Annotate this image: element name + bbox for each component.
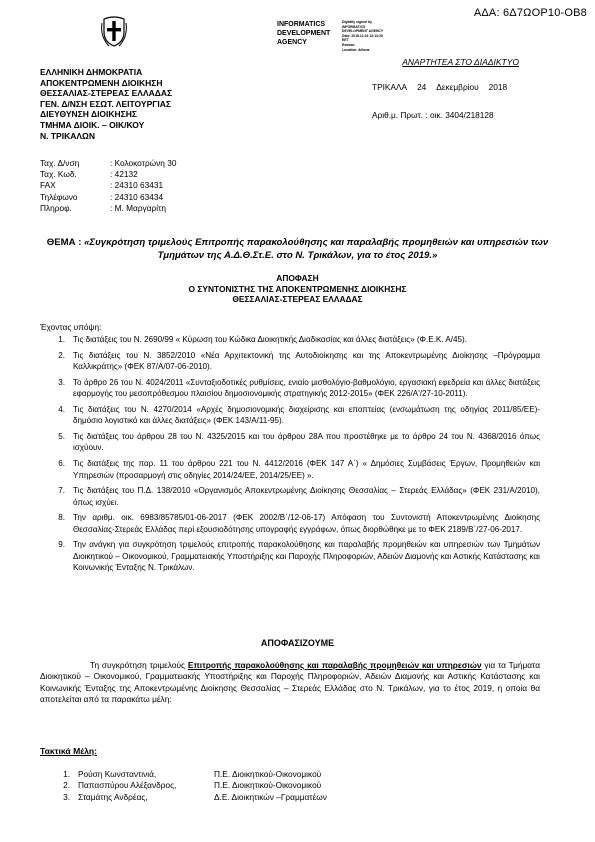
document-date: ΤΡΙΚΑΛΑ 24 Δεκεμβρίου 2018 (372, 82, 508, 92)
decision-paragraph: Τη συγκρότηση τριμελούς Επιτροπής παρακολούθησης και παραλαβής προμηθειών και υπηρεσιών για τα Τμήματα Διοικητικού – Οικονομικού, Γραμματειακής Υποστήριξης και Παροχής Πληροφοριών, Αδειών Διαμονής και Αστικής Κατάστασης και Κοινωνικής Ένταξης της Αποκεντρωμένης Διοίκησης Θεσσαλίας – Στερεάς Ελλάδας στο Ν. Τρικάλων, για το έτος 2019, η οποία θα αποτελείται από τα παρακάτω μέλη: (40, 660, 541, 705)
ada-code: ΑΔΑ: 6Δ7ΩΟΡ10-ΟΒ8 (473, 7, 587, 19)
list-item: 4. Τις διατάξεις του Ν. 4270/2014 «Αρχές δημοσιονομικής διαχείρισης και εποπτείας (ενσωμάτωση της οδηγίας 2011/85/ΕΕ)- δημόσιο λογιστικό και άλλες διατάξεις» (ΦΕΚ 143/Α/11-95). (58, 404, 540, 426)
list-item: 8. Την αριθμ. οικ. 6983/85785/01-06-2017 (ΦΕΚ 2002/Β΄/12-06-17) Απόφαση του Συντονιστή Αποκεντρωμένης Διοίκησης Θεσσαλίας-Στερεάς Ελλάδας περί εξουσιοδότησης υπογραφής εγγράφων, όπως διορθώθηκε με το ΦΕΚ 2189/Β΄/27-06-2017. (58, 513, 540, 534)
issuer-header: ΕΛΛΗΝΙΚΗ ΔΗΜΟΚΡΑΤΙΑ ΑΠΟΚΕΝΤΡΩΜΕΝΗ ΔΙΟΙΚΗΣΗ ΘΕΣΣΑΛΙΑΣ-ΣΤΕΡΕΑΣ ΕΛΛΑΔΑΣ ΓΕΝ. Δ/ΝΣΗ ΕΣΩΤ. ΛΕΙΤΟΥΡΓΙΑΣ ΔΙΕΥΘΥΝΣΗ ΔΙΟΙΚΗΣΗΣ ΤΜΗΜΑ ΔΙΟΙΚ. – ΟΙΚ/ΚΟΥ Ν. ΤΡΙΚΑΛΩΝ (40, 67, 173, 141)
list-item: 7. Τις διατάξεις του Π.Δ. 138/2010 «Οργανισμός Αποκεντρωμένης Διοίκησης Θεσσαλίας – Στερεάς Ελλάδας» (ΦΕΚ 231/Α/2010), όπως ισχύει. (58, 486, 540, 507)
digital-signature-block: Digitally signed by INFORMATICS DEVELOPMENT AGENCY Date: 2018.12.24 13:13:20 EET Reason: Location: Athens (342, 20, 384, 52)
legal-basis-list (40, 334, 540, 578)
informatics-agency-block: INFORMATICS DEVELOPMENT AGENCY (277, 21, 331, 46)
contact-details: Ταχ. Δ/νση : Κολοκοτρώνη 30 Ταχ. Κωδ. : 42132 FAX : 24310 63431 Τηλέφωνο : 24310 63434 Πληροφ. : Μ. Μαργαρίτη (40, 158, 177, 213)
list-item: 6. Τις διατάξεις της παρ. 11 του άρθρου 221 του Ν. 4412/2016 (ΦΕΚ 147 Α΄) « Δημόσιες Συμβάσεις Έργων, Προμηθειών και Υπηρεσιών (προσαρμογή στις οδηγίες 2014/24/ΕΕ, 2014/25/ΕΕ) ». (58, 459, 540, 480)
member-row: 3. Σταμάτης Ανδρέας, Δ.Ε. Διοικητικών –Γραμματέων (63, 791, 327, 802)
we-decide-heading: ΑΠΟΦΑΣΙΖΟΥΜΕ (260, 638, 335, 648)
list-item: 1. Τις διατάξεις του Ν. 2690/99 « Κύρωση του Κώδικα Διοικητικής Διαδικασίας και άλλες διατάξεις» (Φ.Ε.Κ. Α/45). (58, 335, 467, 344)
regular-members-title: Τακτικά Μέλη: (40, 746, 98, 756)
list-item: 3. Το άρθρο 26 του Ν. 4024/2011 «Συνταξιοδοτικές ρυθμίσεις, ενιαίο μισθολόγιο-βαθμολόγιο, εργασιακή εφεδρεία και άλλες διατάξεις εφαρμογής του μεσοπρόθεσμου πλαισίου δημοσιονομικής στρατηγικής 2012-2015» (ΦΕΚ 226/Α'/27-10-2011). (58, 377, 540, 399)
protocol-number: Αριθ.μ. Πρωτ. : οικ. 3404/218128 (372, 110, 494, 120)
list-item: 2. Τις διατάξεις του Ν. 3852/2010 «Νέα Αρχιτεκτονική της Αυτοδιοίκησης και της Αποκεντρωμένης Διοίκησης –Πρόγραμμα Καλλικράτης» (ΦΕΚ 87/Α/07-06-2010). (58, 350, 540, 372)
posted-online-note: ΑΝΑΡΤΗΤΕΑ ΣΤΟ ΔΙΑΔΙΚΤΥΟ (402, 57, 519, 67)
member-row: 2. Παπασπύρου Αλέξανδρος, Π.Ε. Διοικητικού-Οικονομικού (63, 780, 322, 791)
considering-label: Έχοντας υπόψη: (40, 322, 102, 332)
members-list (40, 769, 327, 803)
list-item: 5. Τις διατάξεις του άρθρου 28 του Ν. 4325/2015 και του άρθρου 28Α που προστέθηκε με το άρθρο 24 του Ν. 4368/2016 όπως ισχύουν. (58, 432, 540, 453)
member-row: 1. Ρούση Κωνσταντινιά, Π.Ε. Διοικητικού-Οικονομικού (63, 769, 322, 779)
decision-heading: ΑΠΟΦΑΣΗ Ο ΣΥΝΤΟΝΙΣΤΗΣ ΤΗΣ ΑΠΟΚΕΝΤΡΩΜΕΝΗΣ ΔΙΟΙΚΗΣΗΣ ΘΕΣΣΑΛΙΑΣ-ΣΤΕΡΕΑΣ ΕΛΛΑΔΑΣ (188, 273, 407, 304)
greek-coat-of-arms-icon (101, 15, 127, 49)
list-item: 9. Την ανάγκη για συγκρότηση τριμελούς επιτροπής παρακολούθησης και παραλαβής προμηθειών και υπηρεσιών των Τμημάτων Διοικητικού – Οικονομικού, Γραμματειακής Υποστήριξης και Παροχής Πληροφοριών, Αδειών Διαμονής και Αστικής Κατάστασης και Κοινωνικής Ένταξης Ν. Τρικάλων. (58, 540, 540, 573)
subject-line: ΘΕΜΑ : «Συγκρότηση τριμελούς Επιτροπής παρακολούθησης και παραλαβής προμηθειών και υπηρεσιών των Τμημάτων της Α.Δ.Θ.Στ.Ε. στο Ν. Τρικάλων, για το έτος 2019.» (46, 237, 549, 261)
